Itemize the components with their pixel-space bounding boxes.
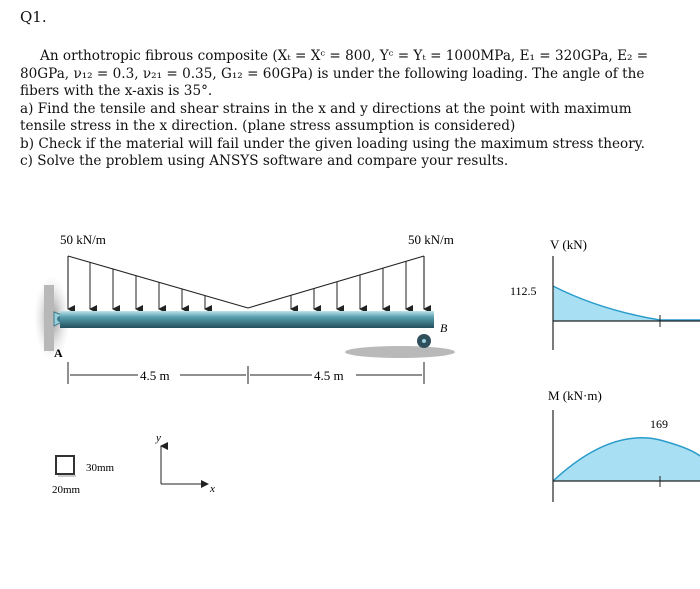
moment-value-label: 169 — [650, 417, 668, 431]
axis-y-label: y — [156, 432, 161, 444]
shear-diagram — [553, 256, 700, 350]
statement-line: An orthotropic fibrous composite (Xₜ = Xᶜ = 800, Yᶜ = Yₜ = 1000MPa, E₁ = 320GPa, E₂ = — [40, 48, 649, 64]
section-height-label: 30mm — [86, 462, 115, 474]
part-c-line: c) Solve the problem using ANSYS software and compare your results. — [20, 153, 509, 169]
shear-value-label: 112.5 — [510, 284, 537, 298]
part-a-line: a) Find the tensile and shear strains in the x and y directions at the point with maximum — [20, 100, 632, 117]
load-label-right: 50 kN/m — [408, 232, 454, 247]
support-b-label: B — [440, 321, 448, 335]
part-a-line: tensile stress in the x direction. (plane stress assumption is considered) — [20, 118, 516, 134]
beam — [60, 311, 434, 328]
dimension-line — [68, 362, 424, 384]
statement-line: fibers with the x-axis is 35°. — [20, 83, 213, 99]
cross-section — [56, 456, 76, 476]
coordinate-axes — [161, 446, 208, 484]
load-arrows — [68, 256, 424, 309]
support-b — [345, 334, 455, 358]
span-label-left: 4.5 m — [140, 368, 170, 383]
moment-diagram — [553, 410, 700, 502]
support-a-label: A — [54, 346, 63, 360]
part-b-line: b) Check if the material will fail under the given loading using the maximum stress theory. — [20, 135, 645, 152]
question-number: Q1. — [20, 8, 47, 26]
section-width-label: 20mm — [52, 484, 81, 496]
load-label-left: 50 kN/m — [60, 232, 106, 247]
moment-diagram-title: M (kN·m) — [548, 388, 602, 403]
span-label-right: 4.5 m — [314, 368, 344, 383]
statement-line: 80GPa, ν₁₂ = 0.3, ν₂₁ = 0.35, G₁₂ = 60GPa) is under the following loading. The angle of the — [20, 65, 645, 82]
axis-x-label: x — [210, 483, 215, 495]
shear-diagram-title: V (kN) — [550, 237, 587, 252]
distributed-load — [68, 256, 424, 308]
